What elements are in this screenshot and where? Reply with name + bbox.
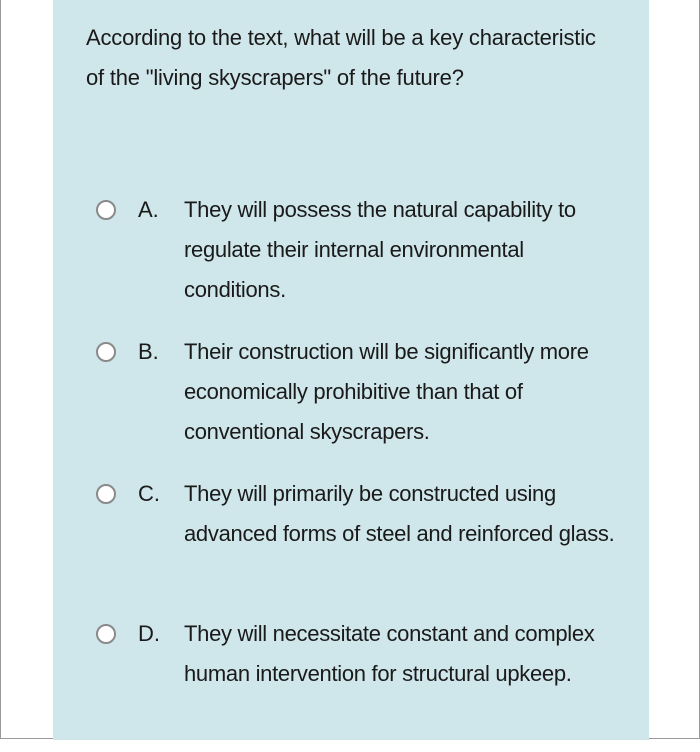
radio-button-a[interactable] bbox=[96, 200, 116, 220]
option-b-text: Their construction will be significantly more economically prohibitive than that of conventional skyscrapers. bbox=[184, 339, 589, 444]
option-c-letter: C. bbox=[138, 481, 160, 506]
option-a-letter: A. bbox=[138, 197, 159, 222]
option-d[interactable] bbox=[96, 614, 626, 734]
radio-button-b[interactable] bbox=[96, 342, 116, 362]
option-c[interactable] bbox=[96, 474, 626, 594]
option-a[interactable] bbox=[96, 190, 626, 310]
option-c-text: They will primarily be constructed using advanced forms of steel and reinforced glass. bbox=[184, 481, 615, 546]
option-b-letter: B. bbox=[138, 339, 159, 364]
question-text: According to the text, what will be a key characteristic of the "living skyscrapers" of the future? bbox=[86, 25, 596, 90]
option-d-text: They will necessitate constant and complex human intervention for structural upkeep. bbox=[184, 621, 595, 686]
option-a-text: They will possess the natural capability to regulate their internal environmental conditions. bbox=[184, 197, 576, 302]
radio-button-d[interactable] bbox=[96, 624, 116, 644]
radio-button-c[interactable] bbox=[96, 484, 116, 504]
option-d-letter: D. bbox=[138, 621, 160, 646]
option-b[interactable] bbox=[96, 332, 626, 452]
